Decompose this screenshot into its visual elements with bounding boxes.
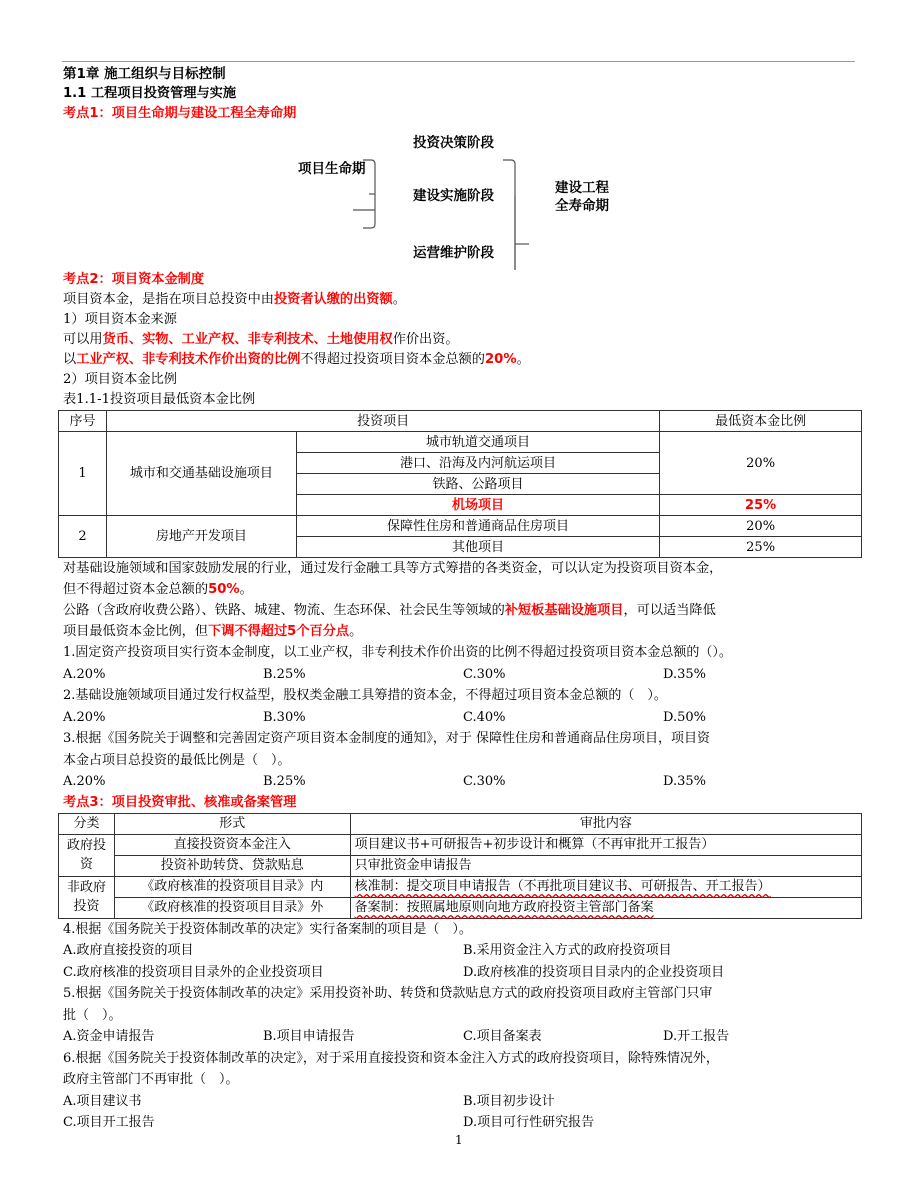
option-b: B.25% [263,774,306,789]
group-no: 1 [59,432,107,516]
highlight: 货币、实物、工业产权、非专利技术、土地使用权 [102,332,393,347]
question-options [63,940,863,962]
question-2 [63,685,863,728]
capital-source [63,330,863,350]
text: 作价出资。 [392,332,459,347]
diagram-phase-2: 建设实施阶段 [413,188,494,204]
page-number: 1 [455,1133,463,1147]
question-text: 4.根据《国务院关于投资体制改革的决定》实行备案制的项目是（ ）。 [63,921,472,937]
text: 公路（含政府收费公路）、铁路、城建、物流、生态环保、社会民生等领域的 [63,603,505,618]
form: 投资补助转贷、贷款贴息 [114,855,350,876]
kp2-title: 考点2：项目资本金制度 [63,272,205,287]
subheading-ratio: 2）项目资本金比例 [63,372,177,387]
option-b: B.项目申请报告 [263,1029,355,1044]
question-text: 5.根据《国务院关于投资体制改革的决定》采用投资补助、转贷和贷款贴息方式的政府投资项目政府主管部门只审 [63,986,713,1001]
question-text: 3.根据《国务院关于调整和完善固定资产项目资本金制度的通知》，对于 保障性住房和普通商品住房项目，项目资 [63,731,711,746]
item-ratio: 20% [660,516,862,537]
diagram-full-lifecycle-2: 全寿命期 [555,198,609,214]
question-text: 1.固定资产投资项目实行资本金制度，以工业产权，非专利技术作价出资的比例不得超过投资项目资本金总额的（）。 [63,645,732,660]
group-category: 城市和交通基础设施项目 [106,432,296,516]
header-category: 分类 [59,813,115,834]
item-name: 城市轨道交通项目 [296,432,660,453]
header-project: 投资项目 [106,411,659,432]
question-6 [63,1048,863,1134]
content [350,876,861,897]
option-c: C.项目备案表 [463,1029,542,1044]
diagram-project-lifecycle: 项目生命期 [298,161,366,177]
text: ，可以适当降低 [623,603,716,618]
text: 项目最低资本金比例，但 [63,624,209,639]
question-text: 2.基础设施领域项目通过发行权益型，股权类金融工具筹措的资本金，不得超过项目资本金总额的（ ）。 [63,688,667,703]
option-b: B.25% [263,666,306,682]
option-c: C.30% [463,774,506,789]
question-3 [63,728,863,793]
financial-instrument-para-line1: 对基础设施领域和国家鼓励发展的行业，通过发行金融工具等方式筹措的各类资金，可以认定为投资项目资本金， [63,561,723,576]
option-a: A.20% [63,709,106,725]
question-options [63,1091,863,1113]
table-row [59,432,862,453]
question-options [63,1112,863,1134]
table-row [59,897,862,918]
form: 直接投资资本金注入 [114,834,350,855]
highlight: 50% [208,582,240,597]
item-name: 港口、沿海及内河航运项目 [296,453,660,474]
form: 《政府核准的投资项目目录》内 [114,876,350,897]
item-name: 铁路、公路项目 [296,474,660,495]
text: 资 [79,857,93,872]
kp3-title: 考点3：项目投资审批、核准或备案管理 [63,794,297,810]
option-c: C.项目开工报告 [63,1115,155,1130]
question-text: 6.根据《国务院关于投资体制改革的决定》，对于采用直接投资和资本金注入方式的政府投资项目，除特殊情况外， [63,1050,719,1066]
table-header-row [59,411,862,432]
table-caption: 表1.1-1投资项目最低资本金比例 [63,392,256,407]
question-5 [63,983,863,1048]
page-content [63,64,863,1134]
header-rule [62,61,855,62]
highlight: 下调不得超过5个百分点 [208,624,350,639]
capital-definition [63,290,863,310]
text: 。 [239,582,253,597]
form: 《政府核准的投资项目目录》外 [114,897,350,918]
content: 只审批资金申请报告 [350,855,861,876]
option-c: C.30% [463,666,506,682]
option-d: D.35% [663,666,706,682]
option-b: B.项目初步设计 [463,1093,555,1109]
question-options [63,707,863,729]
option-c: C.40% [463,709,506,725]
kp1-title: 考点1：项目生命期与建设工程全寿命期 [63,106,297,121]
option-a: A.项目建议书 [63,1093,142,1109]
lifecycle-diagram [63,124,863,270]
header-no: 序号 [59,411,107,432]
option-a: A.资金申请报告 [63,1029,155,1044]
item-ratio: 25% [660,537,862,558]
approval-table [58,813,862,919]
option-d: D.项目可行性研究报告 [463,1115,595,1130]
highlight: 投资者认缴的出资额 [274,292,393,307]
capital-limit [63,350,863,370]
option-d: D.50% [663,709,706,725]
diagram-phase-3: 运营维护阶段 [413,245,494,261]
item-name: 其他项目 [296,537,660,558]
text: 不得超过投资项目资本金总额的 [300,352,485,367]
text: 。 [349,624,363,639]
item-ratio: 25% [660,495,862,516]
question-4 [63,919,863,984]
shortboard-para-line2 [63,621,863,642]
option-a: A.20% [63,774,106,789]
question-options [63,962,863,984]
question-text: 政府主管部门不再审批（ ）。 [63,1072,239,1087]
table-row [59,834,862,855]
group-no: 2 [59,516,107,558]
item-name: 机场项目 [296,495,660,516]
table-row [59,876,862,897]
question-text: 批（ ）。 [63,1007,122,1023]
table-row [59,855,862,876]
section-title: 1.1 工程项目投资管理与实施 [63,86,237,101]
question-1 [63,642,863,685]
highlight: 补短板基础设施项目 [504,603,624,618]
text: 。 [516,352,530,367]
financial-instrument-para-line2 [63,579,863,600]
diagram-full-lifecycle-1: 建设工程 [555,180,609,196]
capital-ratio-table [58,410,862,558]
table-row [59,516,862,537]
option-d: D.35% [663,774,706,789]
underlined-content: 备案制：按照属地原则向地方政府投资主管部门备案 [354,900,654,915]
diagram-phase-1: 投资决策阶段 [413,135,494,151]
text: 可以用 [63,332,103,347]
underlined-content: 核准制：提交项目申请报告（不再批项目建议书、可研报告、开工报告） [354,879,771,894]
chapter-title: 第1章 施工组织与目标控制 [63,66,226,82]
category-nongov [59,876,115,918]
text: 非政府 [66,880,106,895]
table-header-row [59,813,862,834]
text: 但不得超过资本金总额的 [63,582,209,597]
option-b: B.30% [263,709,306,725]
option-a: A.政府直接投资的项目 [63,943,194,958]
option-b: B.采用资金注入方式的政府投资项目 [463,943,672,958]
shortboard-para-line1 [63,600,863,621]
header-form: 形式 [114,813,350,834]
item-ratio: 20% [660,432,862,495]
option-c: C.政府核准的投资项目目录外的企业投资项目 [63,964,324,980]
text: 项目资本金，是指在项目总投资中由 [63,292,274,307]
group-category: 房地产开发项目 [106,516,296,558]
option-d: D.开工报告 [663,1029,730,1044]
option-d: D.政府核准的投资项目目录内的企业投资项目 [463,964,725,980]
right-bracket [503,160,515,270]
text: 投资 [73,899,100,914]
highlight: 工业产权、非专利技术作价出资的比例 [76,352,301,367]
option-a: A.20% [63,666,106,682]
highlight: 20% [485,352,517,367]
text: 。 [392,292,406,307]
question-options [63,1026,863,1048]
question-options [63,664,863,686]
header-content: 审批内容 [350,813,861,834]
category-gov [59,834,115,876]
text: 以 [63,352,77,367]
content [350,897,861,918]
item-name: 保障性住房和普通商品住房项目 [296,516,660,537]
question-text: 本金占项目总投资的最低比例是（ ）。 [63,752,291,768]
question-options [63,771,863,793]
content: 项目建议书+可研报告+初步设计和概算（不再审批开工报告） [350,834,861,855]
text: 政府投 [66,838,106,853]
header-ratio: 最低资本金比例 [660,411,862,432]
subheading-source: 1）项目资本金来源 [63,312,177,327]
